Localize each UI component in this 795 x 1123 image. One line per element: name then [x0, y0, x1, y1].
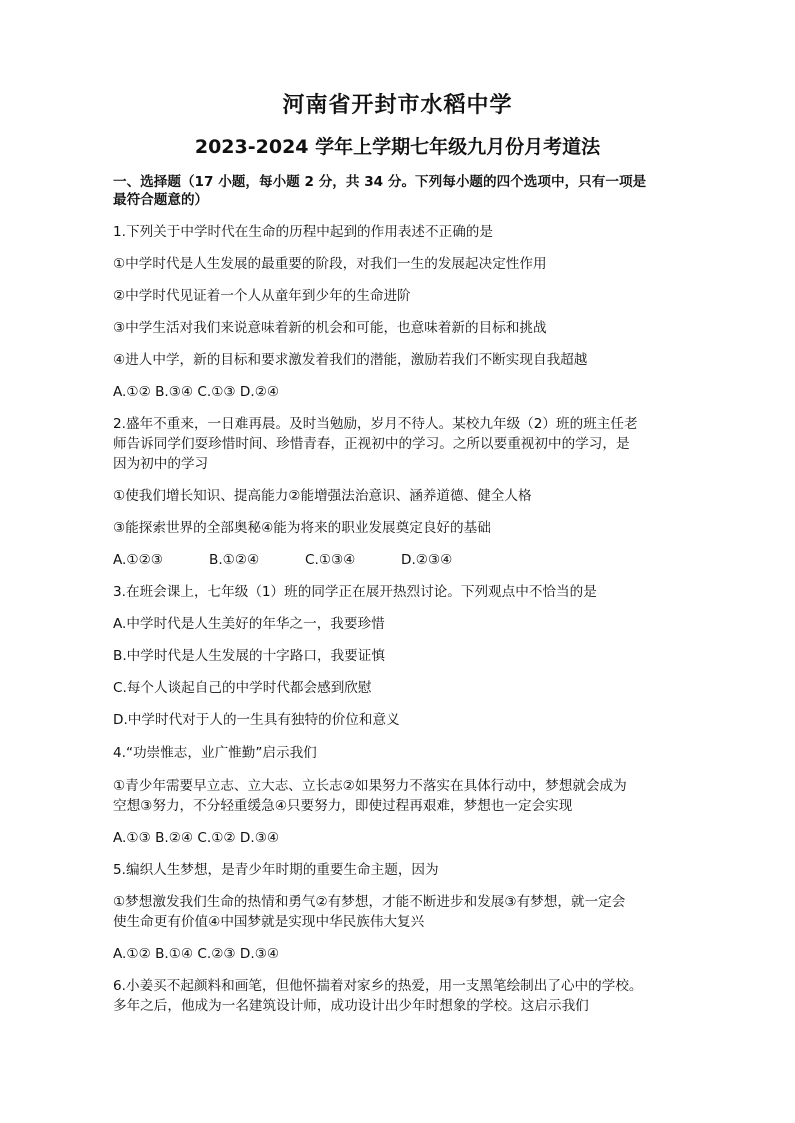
- school-title: 河南省开封市水稻中学: [282, 93, 513, 118]
- q5-statement-line-1: ①梦想激发我们生命的热情和勇气②有梦想，才能不断进步和发展③有梦想，就一定会: [113, 894, 626, 910]
- q3-choice-a: A.中学时代是人生美好的年华之一，我要珍惜: [113, 616, 385, 632]
- q1-statement-1: ①中学时代是人生发展的最重要的阶段，对我们一生的发展起决定性作用: [113, 256, 547, 272]
- q2-options: [113, 550, 698, 570]
- q3-choice-c: C.每个人谈起自己的中学时代都会感到欣慰: [113, 680, 372, 696]
- q4-options: A.①③ B.②④ C.①② D.③④: [113, 830, 280, 846]
- q4-statement-line-2: 空想③努力，不分轻重缓急④只要努力，即使过程再艰难，梦想也一定会实现: [113, 798, 573, 814]
- q4-stem: 4.“功崇惟志，业广惟勤”启示我们: [113, 745, 317, 761]
- q2-option-b: B.①②④: [209, 552, 260, 568]
- q2-statement-2: ③能探索世界的全部奥秘④能为将来的职业发展奠定良好的基础: [113, 520, 491, 536]
- q2-option-c: C.①③④: [305, 552, 356, 568]
- q3-choice-b: B.中学时代是人生发展的十字路口，我要证慎: [113, 648, 385, 664]
- section-heading-line-1: 一、选择题（17 小题，每小题 2 分，共 34 分。下列每小题的四个选项中，只有一项是: [113, 174, 647, 190]
- q1-options: A.①② B.③④ C.①③ D.②④: [113, 384, 280, 400]
- q2-statement-1: ①使我们增长知识、提高能力②能增强法治意识、涵养道德、健全人格: [113, 488, 532, 504]
- q2-stem-line-1: 2.盛年不重来，一日难再晨。及时当勉励，岁月不待人。某校九年级（2）班的班主任老: [113, 416, 638, 432]
- q2-option-d: D.②③④: [401, 552, 453, 568]
- q5-stem: 5.编织人生梦想，是青少年时期的重要生命主题，因为: [113, 862, 439, 878]
- q2-stem-line-3: 因为初中的学习: [113, 456, 209, 472]
- q3-stem: 3.在班会课上，七年级（1）班的同学正在展开热烈讨论。下列观点中不恰当的是: [113, 584, 597, 600]
- q1-statement-2: ②中学时代见证着一个人从童年到少年的生命进阶: [113, 288, 411, 304]
- q5-statement-line-2: 使生命更有价值④中国梦就是实现中华民族伟大复兴: [113, 914, 425, 930]
- q2-option-a: A.①②③: [113, 552, 163, 568]
- q1-statement-3: ③中学生活对我们来说意味着新的机会和可能，也意味着新的目标和挑战: [113, 320, 547, 336]
- q4-statement-line-1: ①青少年需要早立志、立大志、立长志②如果努力不落实在具体行动中，梦想就会成为: [113, 778, 627, 794]
- q2-stem-line-2: 师告诉同学们耍珍惜时间、珍惜青春，正视初中的学习。之所以要重视初中的学习，是: [113, 436, 630, 452]
- exam-title: 2023-2024 学年上学期七年级九月份月考道法: [194, 136, 601, 158]
- section-heading-line-2: 最符合题意的）: [113, 192, 209, 208]
- q5-options: A.①② B.①④ C.②③ D.③④: [113, 946, 280, 962]
- q1-stem: 1.下列关于中学时代在生命的历程中起到的作用表述不正确的是: [113, 224, 493, 240]
- q3-choice-d: D.中学时代对于人的一生具有独特的价位和意义: [113, 712, 400, 728]
- q1-statement-4: ④进人中学，新的目标和要求激发着我们的潜能，激励若我们不断实现自我超越: [113, 352, 588, 368]
- q6-stem-line-2: 多年之后，他成为一名建筑设计师，成功设计出少年时想象的学校。这启示我们: [113, 998, 589, 1014]
- q6-stem-line-1: 6.小姜买不起颜料和画笔，但他怀揣着对家乡的热爱，用一支黑笔绘制出了心中的学校。: [113, 978, 643, 994]
